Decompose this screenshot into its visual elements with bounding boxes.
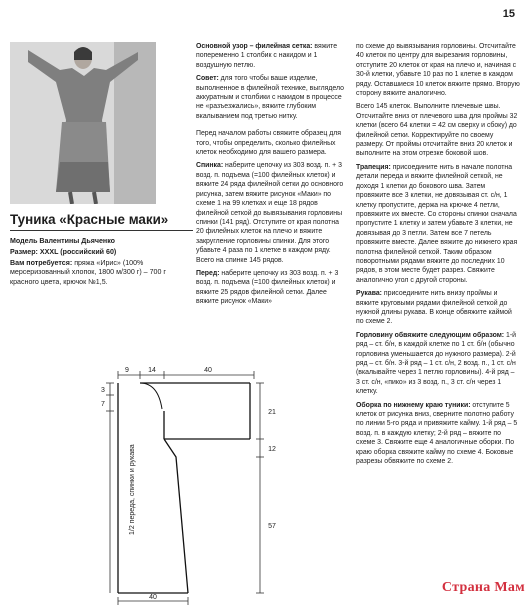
dim-bottom-40: 40 bbox=[149, 594, 157, 601]
watermark-logo: Страна Мам bbox=[441, 580, 525, 595]
paragraph: Перед: наберите цепочку из 303 возд. п. + 3 возд. п. подъема (=100 филейных клеток) и вяжите 25 рядов филейной сетки. Далее вяжите рисунок «Маки» bbox=[196, 269, 339, 306]
dim-right-57: 57 bbox=[268, 523, 276, 530]
paragraph: Горловину обвяжите следующим образом: 1-й ряд – ст. б/н, в каждой клетке по 1 ст. б/н (обычно горловина уменьшается до нужного размера). 2-й ряд – ст. б/н. 3-й ряд – 1 ст. с/н, 2 возд. п., 1 ст. с/н (вкалывайте через 1 петлю горловины). 4-й ряд – 3 ст. с/н, «пико» из 3 возд. п., 3 ст. с/н через 1 клетку. bbox=[356, 331, 516, 396]
dim-top-9: 9 bbox=[125, 367, 129, 374]
paragraph: Перед началом работы свяжите образец для того, чтобы определить, сколько филейных клеток необходимо для вашего размера. bbox=[196, 130, 341, 157]
dim-neck-3: 3 bbox=[101, 387, 105, 394]
size-line: Размер: XXXL (российский 60) bbox=[10, 248, 117, 256]
materials-block: Вам потребуется: пряжа «Ирис» (100% мерсеризованный хлопок, 1800 м/300 г) – 700 г красного цвета, крючок №1,5. bbox=[10, 259, 166, 286]
dim-top-14: 14 bbox=[148, 367, 156, 374]
dim-neck-7: 7 bbox=[101, 401, 105, 408]
paragraph: Спинка: наберите цепочку из 303 возд. п. + 3 возд. п. подъема (=100 филейных клеток) и вяжите 24 ряда филейной сетки до основного рисунка, затем вяжите рисунок «Маки» по схеме 1 на 99 клетках и еще 18 рядов филейной сеткой до вывязывания горловины спинки (141 ряд). Отступите от края полотна 20 филейных клеток на плечо и вяжите закругление горловины спинки. Для этого убавьте 4 раза по 1 клетке в каждом ряду. Всего на спинке 145 рядов. bbox=[196, 162, 344, 264]
paragraph: по схеме до вывязывания горловины. Отсчитайте 40 клеток по центру для вырезания горловины, отступите 20 клеток от края на плечо и, начиная с 30-й клетки, убавьте 10 раз по 1 клетке в каждом ряду. Оставшиеся 10 клеток вяжите прямо. Вторую сторону вяжите аналогично. bbox=[356, 43, 520, 98]
paragraph: Совет: для того чтобы ваше изделие, выполненное в филейной технике, выглядело аккуратным и столбики с накидом в процессе не «разъезжались», вяжите глубоким вкалыванием под третью нитку. bbox=[196, 75, 344, 120]
title-divider bbox=[10, 230, 193, 231]
dim-top-40: 40 bbox=[204, 367, 212, 374]
model-photo bbox=[10, 42, 156, 204]
paragraph: Основной узор – филейная сетка: вяжите попеременно 1 столбик с накидом и 1 воздушную петлю. bbox=[196, 43, 338, 69]
dim-right-21: 21 bbox=[268, 409, 276, 416]
article-title: Туника «Красные маки» bbox=[10, 212, 169, 227]
pattern-diagram bbox=[100, 365, 350, 605]
paragraph: Всего 145 клеток. Выполните плечевые швы. Отсчитайте вниз от плечевого шва для проймы 32 клетки (всего 64 клетки = 42 см сверху и сбоку) до филейной сетки. Корректируйте по своему размеру. От проймы отсчитайте вниз 20 клеток и выполните на этом отрезке боковой шов. bbox=[356, 103, 518, 158]
page-number: 15 bbox=[502, 8, 515, 20]
dim-right-12: 12 bbox=[268, 446, 276, 453]
paragraph: Оборка по нижнему краю туники: отступите 5 клеток от рисунка вниз, сверните полотно работу по линии 5-го ряда и привяжите кайму. 1-й ряд – 5 возд. п. в каждую клетку; 2-й ряд – вяжите по схеме 3. Свяжите еще 4 аналогичные оборки. По краю оборка свяжите кайму по схеме 4. Боковые разрезы обвяжите по схеме 2. bbox=[356, 401, 518, 466]
text-column-middle bbox=[196, 42, 348, 311]
paragraph: Рукава: присоедините нить внизу проймы и вяжите круговыми рядами филейной сеткой до нужной длины рукава. В конце обвяжите каймой по схеме 2. bbox=[356, 290, 512, 326]
paragraph: Трапеция: присоедините нить в начале полотна детали переда и вяжите филейной сеткой, не доходя 1 клетки до бокового шва. Затем провяжите все 3 клетки, не довязывая ст. с/н, 1 клетку пропустите, держа на крючке 4 петли, провяжите их вместе. Со стороны спинки сначала пропустите 1 клетку и затем убавьте 3 клетки, не довязывая до 3 петли. Затем все 7 петель провяжите вместе. Далее вяжите до нижнего края полотна филейной сеткой. Таким образом поворотными рядами вяжите до последних 10 рядов, в этом месте будет разрез. Свяжите аналогично угол с другой стороны. bbox=[356, 163, 518, 284]
text-column-right bbox=[356, 42, 520, 470]
tunic-photo-illustration bbox=[10, 42, 156, 204]
model-author: Модель Валентины Дьяченко bbox=[10, 237, 115, 245]
diagram-vertical-label: 1/2 переда, спинки и рукава bbox=[129, 444, 136, 535]
